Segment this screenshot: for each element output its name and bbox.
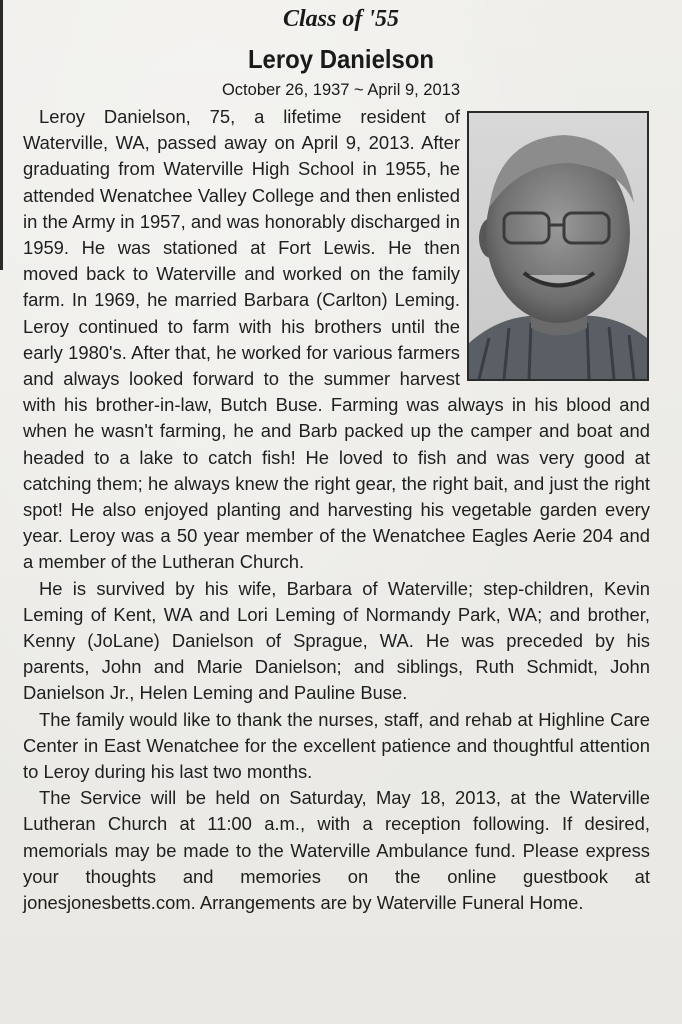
- column-rule: [0, 0, 3, 270]
- paragraph-survivors: He is survived by his wife, Barbara of Waterville; step-children, Kevin Leming of Kent, WA and Lori Leming of Normandy Park, WA; and brother, Kenny (JoLane) Danielson of Sprague, WA. He was preceded by his parents, John and Marie Danielson; and siblings, Ruth Schmidt, John Danielson Jr., Helen Leming and Pauline Buse.: [23, 577, 650, 704]
- paragraph-thanks: The family would like to thank the nurses, staff, and rehab at Highline Care Center in East Wenatchee for the excellent patience and thoughtful attention to Leroy during his last two months.: [23, 708, 650, 783]
- deceased-name: Leroy Danielson: [247, 44, 435, 74]
- paragraph-biography: Leroy Danielson, 75, a lifetime resident of Waterville, WA, passed away on April 9, 2013. After graduating from Waterville High School in 1955, he attended Wenatchee Valley College and then enlisted in the Army in 1957, and was honorably discharged in 1959. He was stationed at Fort Lewis. He then moved back to Waterville and worked on the family farm. In 1969, he married Barbara (Carlton) Leming. Leroy continued to farm with his brothers until the early 1980's. After that, he worked for various farmers and always looked forward to the summer harvest with his brother-in-law, Butch Buse. Farming was always in his blood and when he wasn't farming, he and Barb packed up the camper and boat and headed to a lake to catch fish! He loved to fish and was very good at catching them; he always knew the right gear, the right bait, and just the right spot! He also enjoyed planting and harvesting his vegetable garden every year. Leroy was a 50 year member of the Wenatchee Eagles Aerie 204 and a member of the Lutheran Church.: [23, 106, 650, 573]
- obituary-body: [23, 104, 650, 916]
- life-dates: October 26, 1937 ~ April 9, 2013: [221, 81, 461, 99]
- paragraph-service: The Service will be held on Saturday, May 18, 2013, at the Waterville Lutheran Church at 11:00 a.m., with a reception following. If desired, memorials may be made to the Waterville Ambulance fund. Please express your thoughts and memories on the online guestbook at jonesjonesbetts.com. Arrangements are by Waterville Funeral Home.: [23, 787, 650, 914]
- class-of-heading: Class of '55: [282, 6, 399, 32]
- photo-wrap-spacer: [460, 104, 650, 378]
